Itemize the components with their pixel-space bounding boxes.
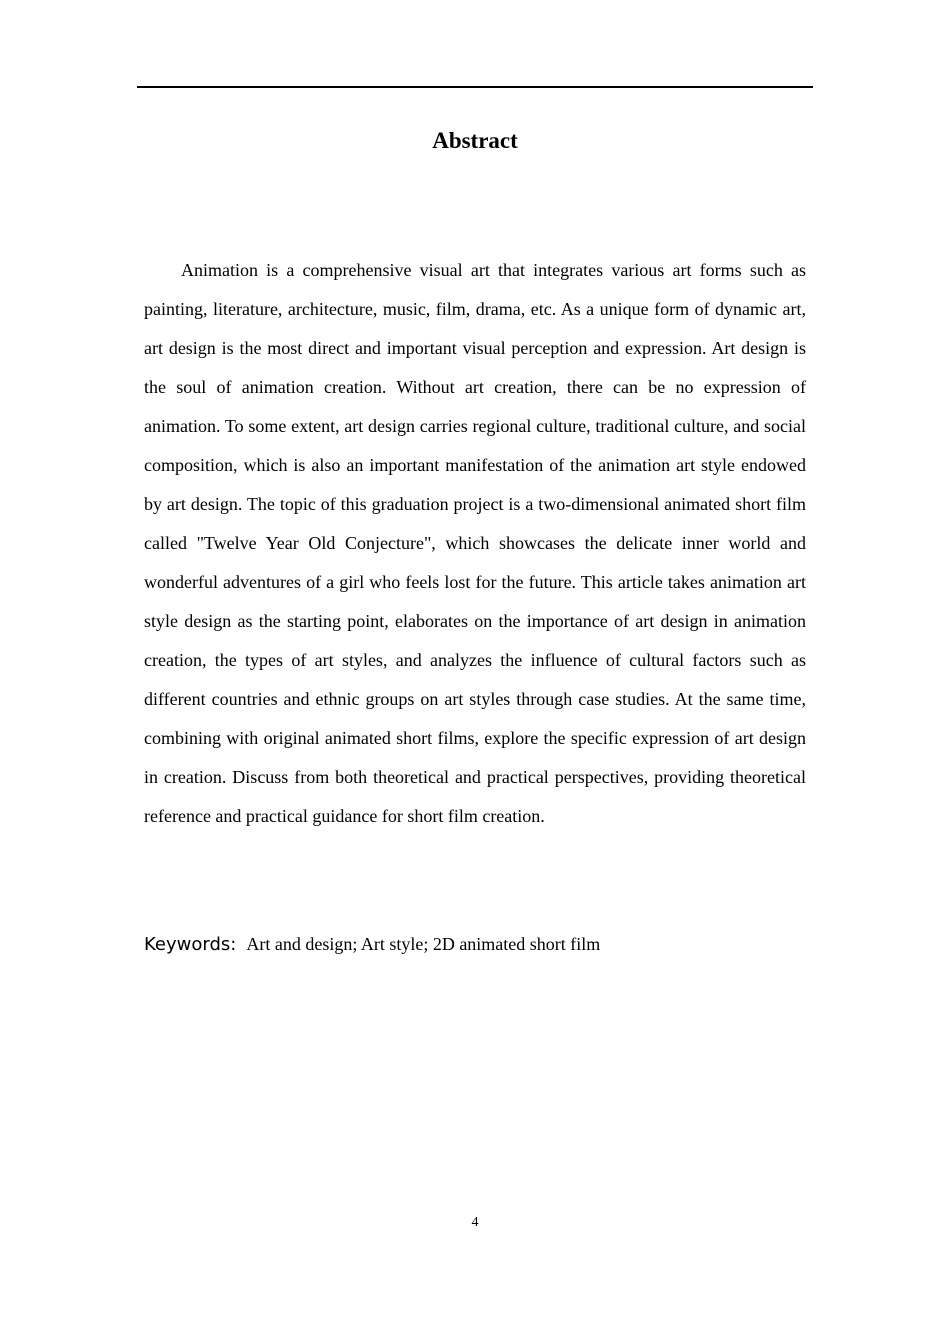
keywords-label: Keywords xyxy=(144,934,231,955)
page-title: Abstract xyxy=(432,128,518,153)
keywords-separator: : xyxy=(230,934,237,955)
keywords-line xyxy=(144,927,806,962)
keywords-value: Art and design; Art style; 2D animated short film xyxy=(246,934,601,954)
abstract-paragraph: Animation is a comprehensive visual art that integrates various art forms such as painting, literature, architecture, music, film, drama, etc. As a unique form of dynamic art, art design is the most direct and important visual perception and expression. Art design is the soul of animation creation. Without art creation, there can be no expression of animation. To some extent, art design carries regional culture, traditional culture, and social composition, which is also an important manifestation of the animation art style endowed by art design. The topic of this graduation project is a two-dimensional animated short film called "Twelve Year Old Conjecture", which showcases the delicate inner world and wonderful adventures of a girl who feels lost for the future. This article takes animation art style design as the starting point, elaborates on the importance of art design in animation creation, the types of art styles, and analyzes the influence of cultural factors such as different countries and ethnic groups on art styles through case studies. At the same time, combining with original animated short films, explore the specific expression of art design in creation. Discuss from both theoretical and practical perspectives, providing theoretical reference and practical guidance for short film creation. xyxy=(144,260,806,826)
header-rule xyxy=(137,86,813,88)
page-number: 4 xyxy=(471,1215,479,1230)
